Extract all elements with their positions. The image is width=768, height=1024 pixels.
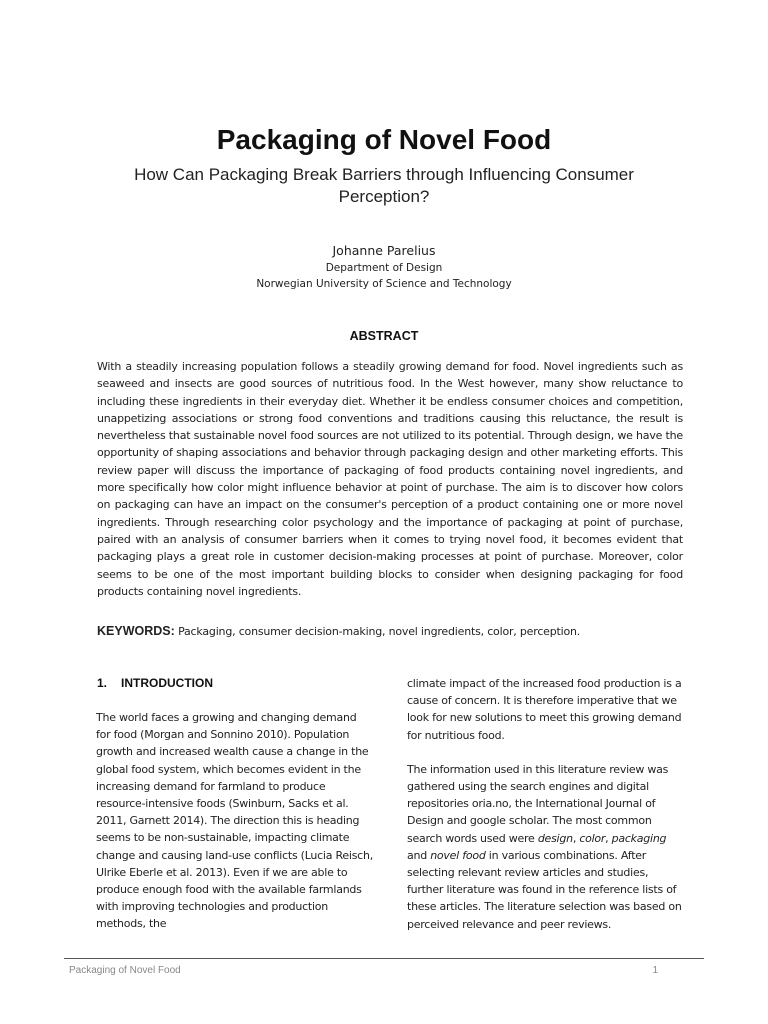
intro-right-paragraph-1: climate impact of the increased food production is a cause of concern. It is therefore imperative that we look for new solutions to meet this growing demand for nutritious food. [407,677,682,742]
author-university: Norwegian University of Science and Technology [256,278,512,290]
paper-subtitle: How Can Packaging Break Barriers through Influencing Consumer Perception? [134,165,634,206]
search-term-packaging: packaging [611,831,667,845]
intro-right-column [407,675,687,933]
footer-divider [64,958,704,959]
footer-running-title: Packaging of Novel Food [69,965,181,976]
separator: and [407,848,431,862]
intro-left-column-paragraph: The world faces a growing and changing demand for food (Morgan and Sonnino 2010). Population growth and increased wealth cause a change in the global food system, which becomes evident in the increasing demand for farmland to produce resource-intensive foods (Swinburn, Sacks et al. 2011, Garnett 2014). The direction this is heading seems to be non-sustainable, impacting climate change and causing land-use conflicts (Lucia Reisch, Ulrike Eberle et al. 2013). Even if we are able to produce enough food with the available farmlands with improving technologies and production methods, the [96,711,373,931]
separator: , [572,831,580,845]
paragraph-text: The information used in this literature review was gathered using the search engines and digital repositories oria.no, the International Journal of Design and google scholar. The most common search words used were [407,762,669,845]
author-department: Department of Design [325,262,443,274]
keywords-label: KEYWORDS: [97,624,175,638]
section-title: INTRODUCTION [121,676,213,690]
intro-right-paragraph-2 [407,761,687,933]
section-heading-introduction [97,676,213,690]
paper-title: Packaging of Novel Food [216,124,552,155]
footer-page-number: 1 [652,965,658,976]
abstract-heading: ABSTRACT [349,329,419,343]
search-term-design: design [537,831,573,845]
keywords-text: Packaging, consumer decision-making, novel ingredients, color, perception. [178,625,581,638]
paragraph-text: in various combinations. After selecting relevant review articles and studies, further literature was found in the reference lists of these articles. The literature selection was based on perceived relevance and peer reviews. [407,848,682,931]
abstract-text: With a steadily increasing population follows a steadily growing demand for food. Novel ingredients such as seaweed and insects are good sources of nutritious food. In the West however, many show reluctance to including these ingredients in their everyday diet. Whether it be endless consumer choices and competition, unappetizing associations or strong food conventions and traditions causing this reluctance, the result is nevertheless that sustainable novel food sources are not utilized to its potential. Through design, we have the opportunity of shaping associations and behavior through packaging design and other marketing efforts. This review paper will discuss the importance of packaging of food products containing novel ingredients, and more specifically how color might influence behavior at point of purchase. The aim is to discover how colors on packaging can have an impact on the consumer's perception of a product containing one or more novel ingredients. Through researching color psychology and the importance of packaging at point of purchase, paired with an analysis of consumer barriers when it comes to trying novel food, it becomes evident that packaging plays a great role in customer decision-making processes at point of purchase. Moreover, color seems to be one of the most important building blocks to consider when designing packaging for food products containing novel ingredients. [97,360,683,598]
search-term-color: color [579,831,606,845]
search-term-novel-food: novel food [430,848,486,862]
section-number: 1. [97,676,108,690]
author-name: Johanne Parelius [332,243,436,258]
separator: , [605,831,612,845]
keywords [97,624,683,638]
